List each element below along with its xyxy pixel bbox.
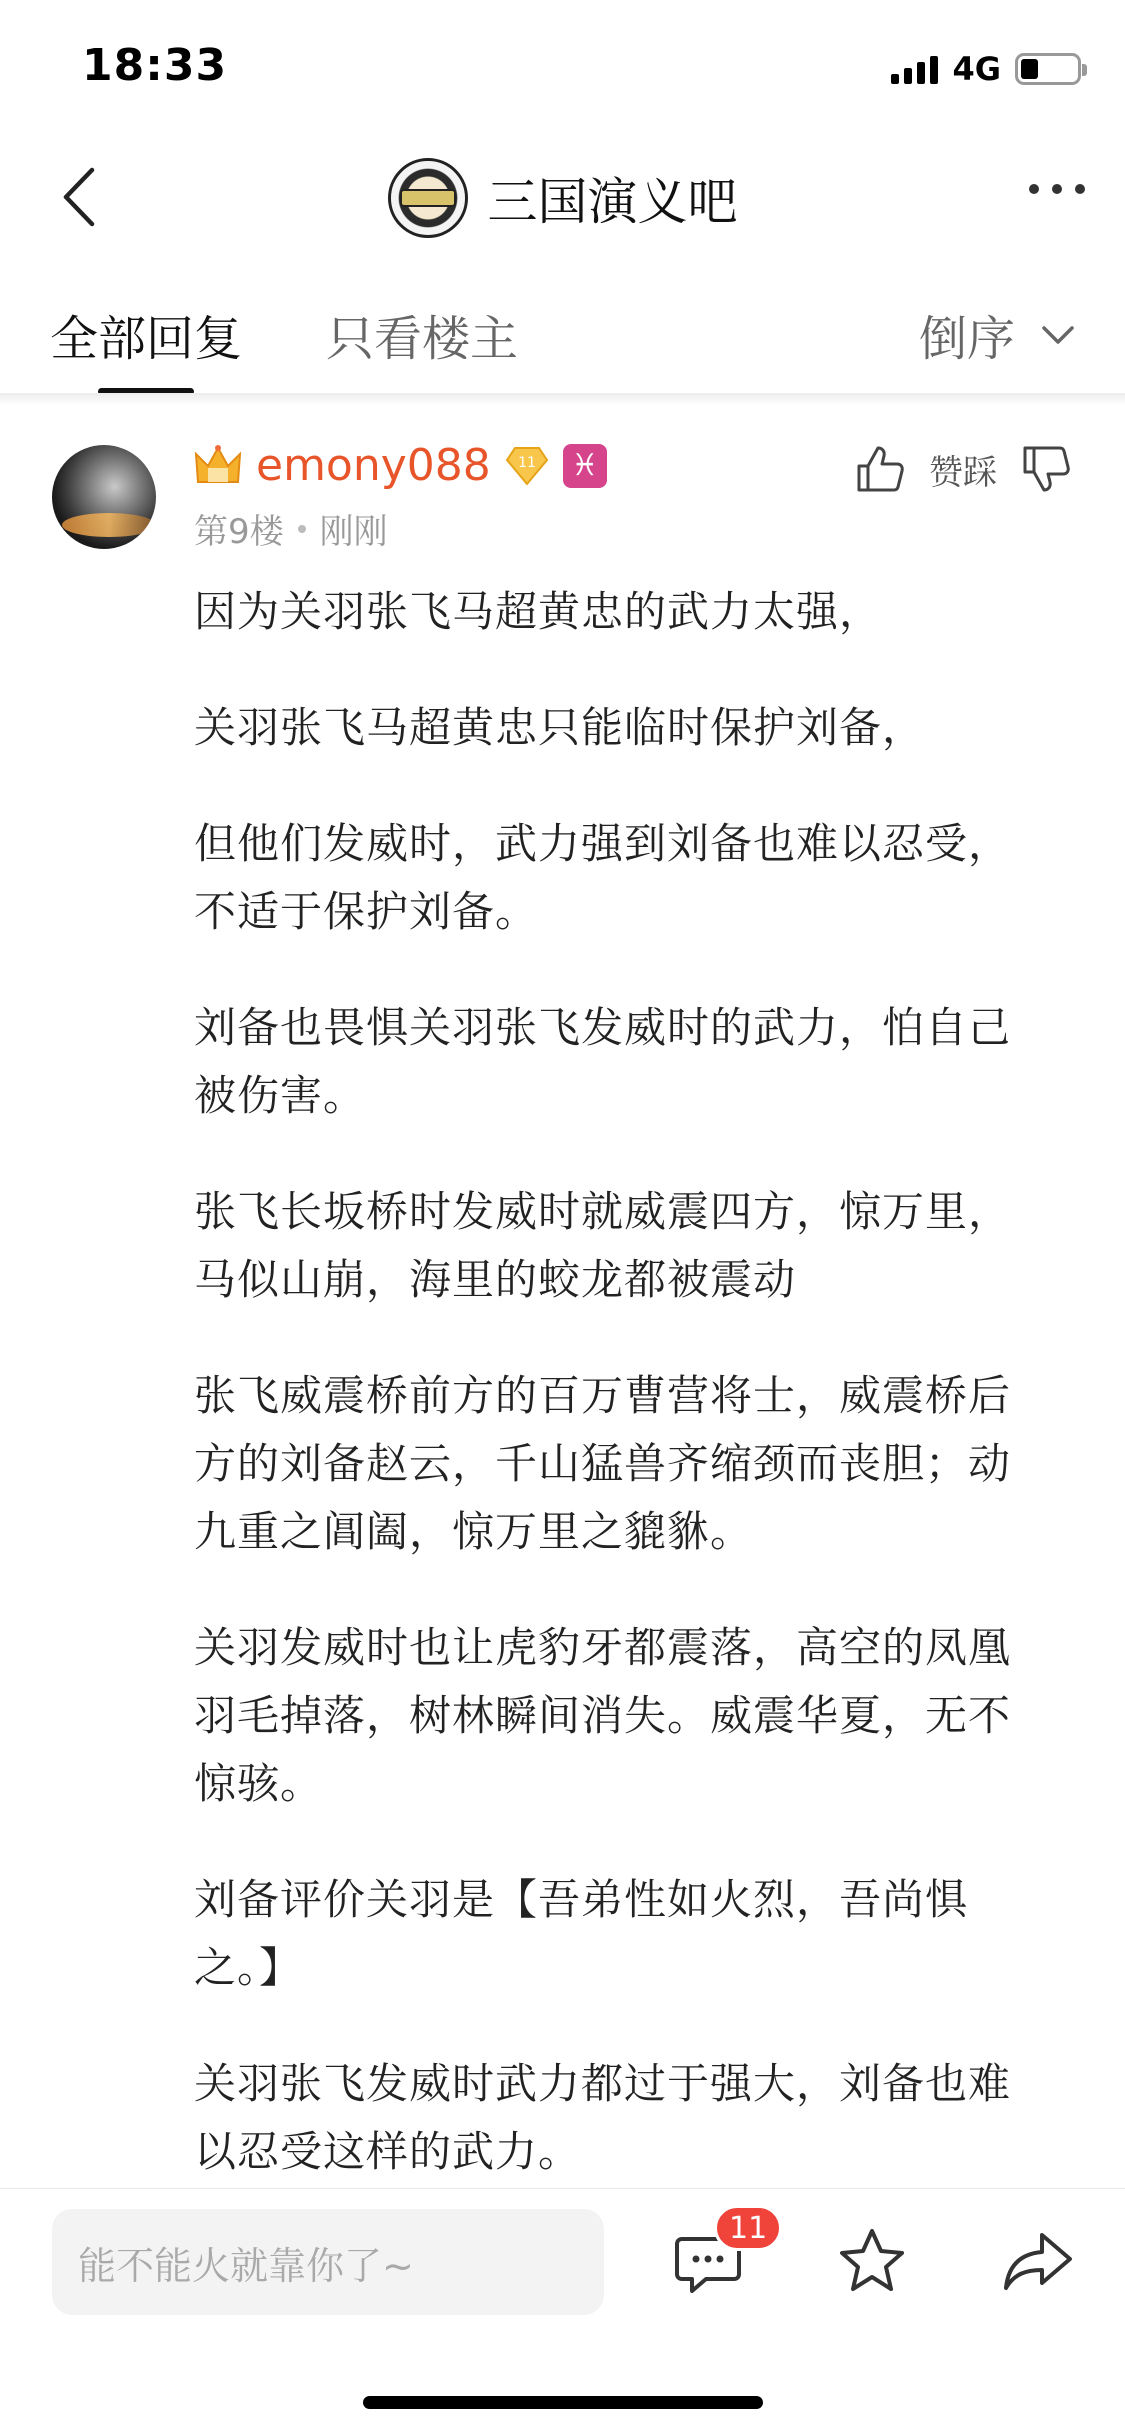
forum-logo xyxy=(388,158,468,238)
post-paragraph: 张飞长坂桥时发威时就威震四方，惊万里，马似山崩，海里的蛟龙都被震动 xyxy=(194,1187,1012,1304)
status-bar xyxy=(0,0,1125,130)
sort-dropdown[interactable] xyxy=(919,300,1075,369)
level-number: 11 xyxy=(517,454,536,471)
tab-owner-only[interactable]: 只看楼主 xyxy=(326,311,519,367)
post-paragraph: 因为关羽张飞马超黄忠的武力太强， xyxy=(194,587,883,636)
sort-label: 倒序 xyxy=(918,311,1015,367)
tab-all-replies[interactable]: 全部回复 xyxy=(50,311,243,367)
forum-header[interactable] xyxy=(0,158,1125,238)
status-time: 18:33 xyxy=(82,40,228,91)
post-paragraph: 刘备评价关羽是【吾弟性如火烈，吾尚惧之。】 xyxy=(194,1875,969,1992)
post-paragraph: 关羽张飞马超黄忠只能临时保护刘备， xyxy=(194,703,926,752)
more-button[interactable] xyxy=(1029,184,1085,194)
post-paragraph: 张飞威震桥前方的百万曹营将士，威震桥后方的刘备赵云，千山猛兽齐缩颈而丧胆；动九重之阊阖，惊万里之貔貅。 xyxy=(194,1371,1012,1556)
signal-icon xyxy=(891,54,938,84)
nav-bar xyxy=(0,140,1125,255)
pisces-icon: ♓ xyxy=(563,444,607,488)
vote-label: 赞踩 xyxy=(929,452,997,493)
share-icon[interactable] xyxy=(1000,2225,1076,2297)
post-paragraph: 关羽张飞发威时武力都过于强大，刘备也难以忍受这样的武力。 xyxy=(194,2059,1012,2176)
thumbs-up-icon[interactable] xyxy=(853,442,907,496)
star-icon[interactable] xyxy=(836,2225,908,2297)
post-time: 刚刚 xyxy=(319,512,388,552)
user-row xyxy=(194,440,607,491)
floor-number: 第9楼 xyxy=(194,512,284,552)
post-paragraph: 关羽发威时也让虎豹牙都震落，高空的凤凰羽毛掉落，树林瞬间消失。威震华夏，无不惊骇。 xyxy=(194,1623,1012,1808)
home-indicator xyxy=(363,2396,763,2409)
divider xyxy=(0,393,1125,405)
chevron-down-icon xyxy=(1041,324,1075,346)
post-paragraph: 刘备也畏惧关羽张飞发威时的武力，怕自己被伤害。 xyxy=(194,1003,1012,1120)
more-dot-icon xyxy=(1029,184,1039,194)
post-content xyxy=(194,578,1044,2234)
forum-title: 三国演义吧 xyxy=(487,173,738,231)
avatar[interactable] xyxy=(52,445,156,549)
separator-dot xyxy=(298,525,306,533)
post-meta xyxy=(194,504,388,553)
network-type: 4G xyxy=(952,50,1001,88)
level-badge-icon xyxy=(505,444,549,488)
reply-input[interactable]: 能不能火就靠你了~ xyxy=(52,2209,604,2315)
comment-count-badge: 11 xyxy=(714,2205,782,2251)
battery-icon xyxy=(1015,53,1081,85)
status-indicators xyxy=(891,50,1081,88)
vote-group xyxy=(853,442,1073,496)
reply-tabs xyxy=(0,280,1125,395)
more-dot-icon xyxy=(1075,184,1085,194)
post-paragraph: 但他们发威时，武力强到刘备也难以忍受，不适于保护刘备。 xyxy=(194,819,1012,936)
more-dot-icon xyxy=(1052,184,1062,194)
username[interactable]: emony088 xyxy=(256,440,491,491)
thumbs-down-icon[interactable] xyxy=(1019,442,1073,496)
crown-icon xyxy=(194,444,242,488)
